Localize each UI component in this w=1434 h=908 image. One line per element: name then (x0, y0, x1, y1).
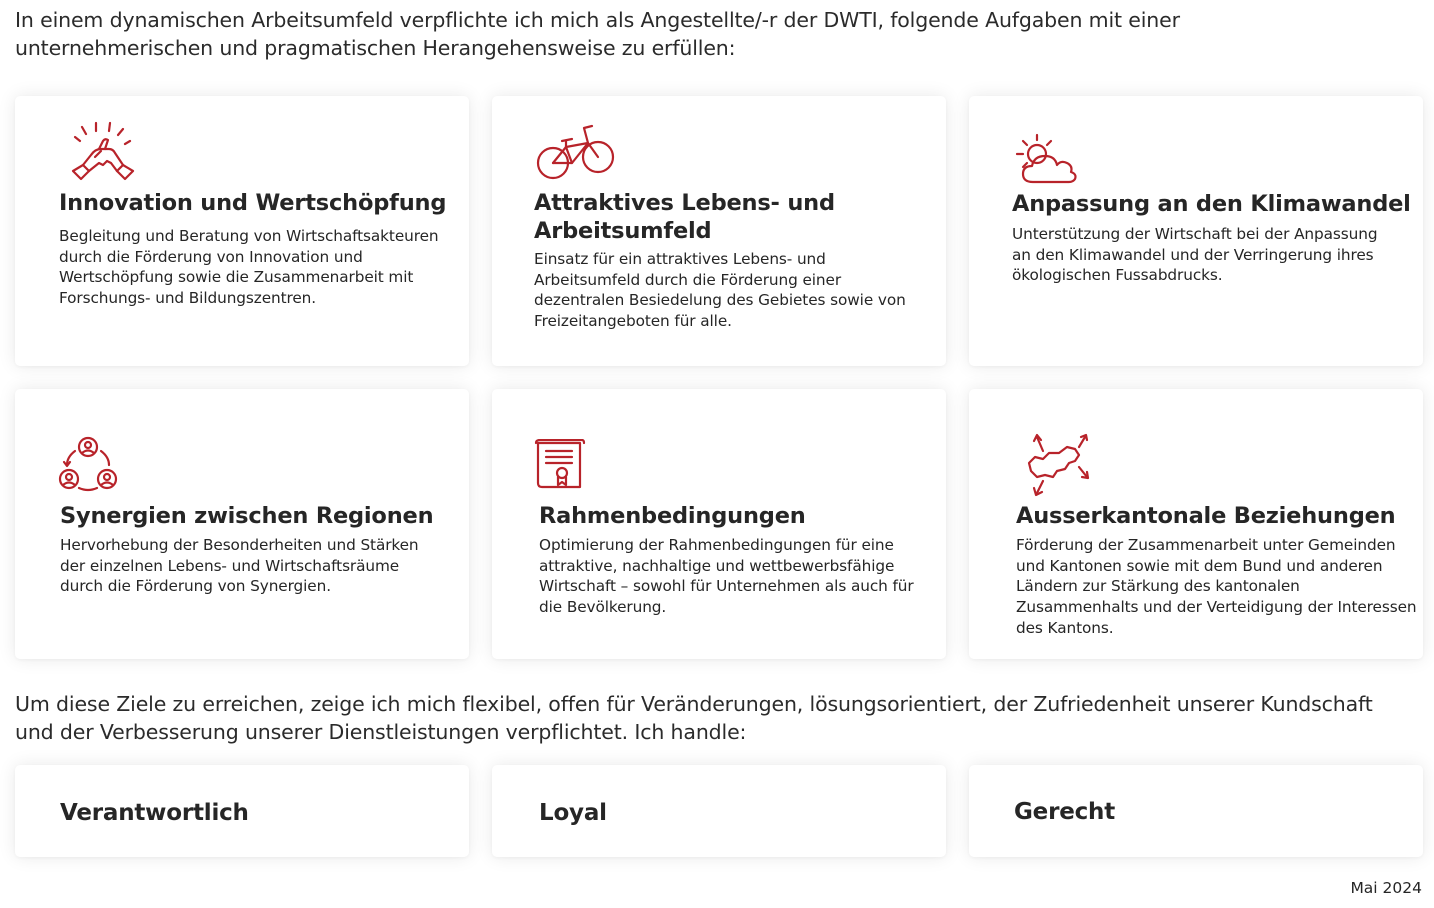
task-title: Attraktives Lebens- und Arbeitsumfeld (534, 190, 835, 244)
handshake-icon (69, 119, 137, 183)
task-title: Synergien zwischen Regionen (60, 503, 434, 529)
canton-map-arrows-icon (1021, 427, 1091, 501)
outro-text: Um diese Ziele zu erreichen, zeige ich mich flexibel, offen für Veränderungen, lösungsorientiert, der Zufriedenheit unserer Kundschaft und der Verbesserung unserer Dienstleistungen verpflichtet. Ich handle: (15, 692, 1373, 744)
value-card-fair (969, 765, 1423, 857)
value-card-loyal (492, 765, 946, 857)
bicycle-icon (536, 123, 618, 183)
task-title: Ausserkantonale Beziehungen (1016, 503, 1396, 529)
task-card-intercantonal (969, 389, 1423, 659)
intro-text: In einem dynamischen Arbeitsumfeld verpflichte ich mich als Angestellte/-r der DWTI, folgende Aufgaben mit einer unternehmerischen und pragmatischen Herangehensweise zu erfüllen: (15, 8, 1180, 60)
task-title: Rahmenbedingungen (539, 503, 806, 529)
sun-cloud-icon (1013, 132, 1079, 186)
task-title: Anpassung an den Klimawandel (1012, 191, 1411, 217)
task-description: Einsatz für ein attraktives Lebens- und Arbeitsumfeld durch die Förderung einer dezentralen Besiedelung des Gebietes sowie von Freizeitangeboten für alle. (534, 250, 906, 331)
people-cycle-icon (57, 435, 119, 493)
task-description: Förderung der Zusammenarbeit unter Gemeinden und Kantonen sowie mit dem Bund und anderen Ländern zur Stärkung des kantonalen Zusammenhalts und der Verteidigung der Interessen des Kantons. (1016, 536, 1417, 637)
task-card-living-environment (492, 96, 946, 366)
task-description: Begleitung und Beratung von Wirtschaftsakteuren durch die Förderung von Innovation und Wertschöpfung sowie die Zusammenarbeit mit Forschungs- und Bildungszentren. (59, 227, 439, 308)
task-description: Optimierung der Rahmenbedingungen für eine attraktive, nachhaltige und wettbewerbsfähige Wirtschaft – sowohl für Unternehmen als auch für die Bevölkerung. (539, 536, 914, 617)
value-card-responsible (15, 765, 469, 857)
task-card-climate (969, 96, 1423, 366)
value-label: Gerecht (1014, 799, 1116, 825)
task-card-synergies (15, 389, 469, 659)
task-description: Hervorhebung der Besonderheiten und Stärken der einzelnen Lebens- und Wirtschaftsräume durch die Förderung von Synergien. (60, 536, 419, 596)
task-card-innovation (15, 96, 469, 366)
date-label: Mai 2024 (1350, 879, 1422, 897)
certificate-icon (534, 439, 586, 491)
task-card-framework (492, 389, 946, 659)
task-title: Innovation und Wertschöpfung (59, 190, 447, 216)
value-label: Loyal (539, 800, 607, 826)
value-label: Verantwortlich (60, 800, 249, 826)
task-description: Unterstützung der Wirtschaft bei der Anpassung an den Klimawandel und der Verringerung ihres ökologischen Fussabdrucks. (1012, 225, 1378, 285)
